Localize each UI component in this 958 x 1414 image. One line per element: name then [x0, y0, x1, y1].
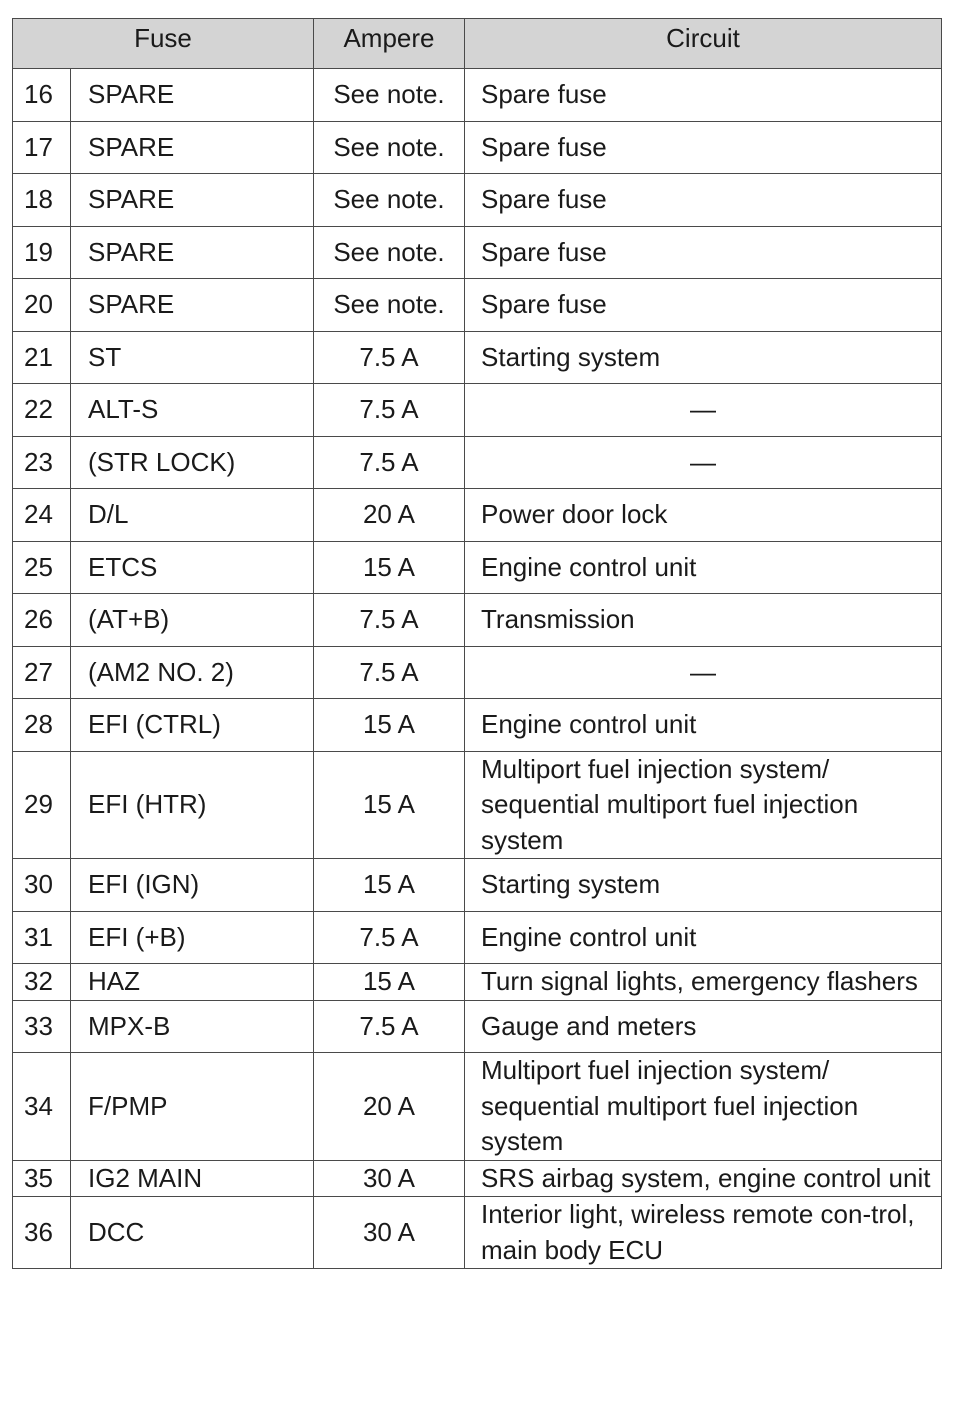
fuse-name-cell: D/L: [71, 489, 314, 542]
fuse-name-cell: IG2 MAIN: [71, 1160, 314, 1197]
fuse-number-cell: 28: [13, 699, 71, 752]
ampere-cell: 20 A: [314, 1053, 465, 1161]
ampere-cell: 15 A: [314, 699, 465, 752]
fuse-number-cell: 20: [13, 279, 71, 332]
table-row: [13, 226, 942, 279]
ampere-cell: 7.5 A: [314, 436, 465, 489]
table-header: [13, 19, 942, 69]
ampere-cell: See note.: [314, 69, 465, 122]
fuse-number-cell: 22: [13, 384, 71, 437]
fuse-name-cell: EFI (CTRL): [71, 699, 314, 752]
fuse-name-cell: (AT+B): [71, 594, 314, 647]
circuit-cell: Spare fuse: [465, 121, 942, 174]
fuse-number-cell: 29: [13, 751, 71, 859]
fuse-number-cell: 31: [13, 911, 71, 964]
fuse-number-cell: 21: [13, 331, 71, 384]
table-row: [13, 174, 942, 227]
fuse-name-cell: ALT-S: [71, 384, 314, 437]
circuit-cell: Multiport fuel injection system/ sequential multiport fuel injection system: [465, 1053, 942, 1161]
ampere-cell: 30 A: [314, 1197, 465, 1269]
table-row: [13, 121, 942, 174]
circuit-cell: —: [465, 646, 942, 699]
ampere-cell: 7.5 A: [314, 594, 465, 647]
circuit-cell: Starting system: [465, 331, 942, 384]
ampere-cell: See note.: [314, 279, 465, 332]
circuit-cell: Starting system: [465, 859, 942, 912]
fuse-name-cell: EFI (IGN): [71, 859, 314, 912]
table-body: [13, 69, 942, 1269]
table-row: [13, 436, 942, 489]
circuit-cell: Engine control unit: [465, 541, 942, 594]
table-row: [13, 911, 942, 964]
table-row: [13, 1053, 942, 1161]
table-row: [13, 964, 942, 1001]
fuse-number-cell: 16: [13, 69, 71, 122]
header-circuit: Circuit: [465, 19, 942, 69]
fuse-name-cell: F/PMP: [71, 1053, 314, 1161]
fuse-number-cell: 24: [13, 489, 71, 542]
circuit-cell: Multiport fuel injection system/ sequential multiport fuel injection system: [465, 751, 942, 859]
fuse-name-cell: (AM2 NO. 2): [71, 646, 314, 699]
fuse-number-cell: 18: [13, 174, 71, 227]
fuse-table: [12, 18, 942, 1269]
table-row: [13, 1160, 942, 1197]
fuse-number-cell: 27: [13, 646, 71, 699]
ampere-cell: 15 A: [314, 964, 465, 1001]
ampere-cell: See note.: [314, 121, 465, 174]
ampere-cell: 7.5 A: [314, 646, 465, 699]
table-row: [13, 489, 942, 542]
fuse-name-cell: SPARE: [71, 69, 314, 122]
fuse-name-cell: SPARE: [71, 279, 314, 332]
fuse-name-cell: EFI (+B): [71, 911, 314, 964]
table-row: [13, 859, 942, 912]
circuit-cell: —: [465, 384, 942, 437]
ampere-cell: 7.5 A: [314, 911, 465, 964]
ampere-cell: See note.: [314, 226, 465, 279]
header-fuse: Fuse: [13, 19, 314, 69]
circuit-cell: Interior light, wireless remote con-trol, main body ECU: [465, 1197, 942, 1269]
fuse-number-cell: 25: [13, 541, 71, 594]
circuit-cell: —: [465, 436, 942, 489]
table-row: [13, 646, 942, 699]
circuit-cell: Engine control unit: [465, 699, 942, 752]
fuse-number-cell: 30: [13, 859, 71, 912]
ampere-cell: 15 A: [314, 859, 465, 912]
ampere-cell: 30 A: [314, 1160, 465, 1197]
circuit-cell: Spare fuse: [465, 174, 942, 227]
circuit-cell: Turn signal lights, emergency flashers: [465, 964, 942, 1001]
fuse-name-cell: ST: [71, 331, 314, 384]
circuit-cell: Transmission: [465, 594, 942, 647]
table-row: [13, 69, 942, 122]
fuse-number-cell: 36: [13, 1197, 71, 1269]
fuse-name-cell: (STR LOCK): [71, 436, 314, 489]
fuse-number-cell: 23: [13, 436, 71, 489]
fuse-name-cell: SPARE: [71, 121, 314, 174]
fuse-name-cell: HAZ: [71, 964, 314, 1001]
circuit-cell: Spare fuse: [465, 226, 942, 279]
fuse-number-cell: 33: [13, 1000, 71, 1053]
fuse-name-cell: SPARE: [71, 174, 314, 227]
table-row: [13, 1000, 942, 1053]
header-ampere: Ampere: [314, 19, 465, 69]
fuse-number-cell: 35: [13, 1160, 71, 1197]
circuit-cell: Power door lock: [465, 489, 942, 542]
circuit-cell: Spare fuse: [465, 279, 942, 332]
table-row: [13, 331, 942, 384]
ampere-cell: 15 A: [314, 541, 465, 594]
fuse-number-cell: 34: [13, 1053, 71, 1161]
ampere-cell: 15 A: [314, 751, 465, 859]
table-row: [13, 751, 942, 859]
circuit-cell: Spare fuse: [465, 69, 942, 122]
table-row: [13, 541, 942, 594]
table-row: [13, 384, 942, 437]
fuse-number-cell: 26: [13, 594, 71, 647]
table-row: [13, 279, 942, 332]
ampere-cell: 7.5 A: [314, 331, 465, 384]
circuit-cell: Engine control unit: [465, 911, 942, 964]
circuit-cell: Gauge and meters: [465, 1000, 942, 1053]
fuse-number-cell: 19: [13, 226, 71, 279]
fuse-number-cell: 17: [13, 121, 71, 174]
table-row: [13, 594, 942, 647]
fuse-name-cell: EFI (HTR): [71, 751, 314, 859]
fuse-name-cell: MPX-B: [71, 1000, 314, 1053]
header-row: [13, 19, 942, 69]
ampere-cell: See note.: [314, 174, 465, 227]
table-row: [13, 1197, 942, 1269]
table-row: [13, 699, 942, 752]
fuse-name-cell: ETCS: [71, 541, 314, 594]
circuit-cell: SRS airbag system, engine control unit: [465, 1160, 942, 1197]
ampere-cell: 20 A: [314, 489, 465, 542]
ampere-cell: 7.5 A: [314, 1000, 465, 1053]
fuse-name-cell: SPARE: [71, 226, 314, 279]
fuse-name-cell: DCC: [71, 1197, 314, 1269]
fuse-number-cell: 32: [13, 964, 71, 1001]
ampere-cell: 7.5 A: [314, 384, 465, 437]
